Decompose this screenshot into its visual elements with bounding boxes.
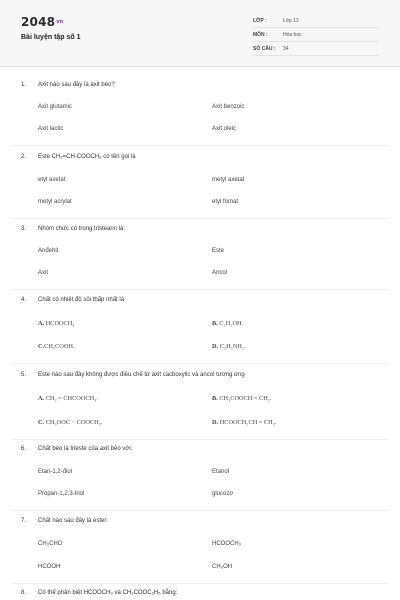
q1-option-c[interactable]: Axit lactic (38, 126, 64, 132)
q5-option-d[interactable]: D. HCOOCH₂CH = CH₂. (212, 419, 277, 426)
q7-option-a[interactable]: CH₃CHO (38, 541, 63, 547)
q2-option-a[interactable]: etyl axetat (38, 177, 66, 183)
q6-option-a[interactable]: Etan-1,2-điol (38, 469, 73, 475)
q5-option-c[interactable]: C. CH₃OOC − COOCH₃. (38, 419, 103, 426)
q1-option-d[interactable]: Axit oleic (212, 126, 237, 132)
q4-option-d[interactable]: D. C₂H₅NH₂. (212, 343, 246, 350)
question-4: 4. Chất có nhiệt độ sôi thấp nhất là (21, 297, 125, 303)
q3-option-d[interactable]: Ancol (212, 270, 228, 276)
meta-class: LỚP : Lớp 12 (253, 15, 379, 28)
question-8: 8. Có thể phân biệt HCOOCH₃ và CH₃COOC₂H₅ bằng: (21, 590, 178, 596)
q7-option-b[interactable]: HCOOCH₃ (212, 541, 242, 547)
q5-option-a[interactable]: A. CH₂ = CHCOOCH₃. (38, 395, 98, 402)
exam-title: Bài luyện tập số 1 (21, 34, 81, 41)
meta-question-count: SỐ CÂU : 34 (253, 43, 379, 56)
q3-option-c[interactable]: Axit (38, 270, 49, 276)
q2-option-b[interactable]: metyl axetat (212, 177, 245, 183)
question-5: 5. Este nào sau đây không được điều chế từ axit cacboxylic và ancol tương ứng (21, 372, 245, 378)
q7-option-c[interactable]: HCOOH (38, 564, 61, 570)
q5-option-b[interactable]: B. CH₃COOCH = CH₂. (212, 395, 272, 402)
q3-option-b[interactable]: Este (212, 248, 225, 254)
question-1: 1. Axit nào sau đây là axit béo? (21, 82, 115, 88)
divider (12, 145, 388, 146)
q2-option-d[interactable]: etyl fomat (212, 199, 239, 205)
q6-option-c[interactable]: Propan-1,2,3-triol (38, 491, 85, 497)
q4-option-a[interactable]: A. HCOOCH₃ (38, 320, 75, 327)
exam-header (0, 0, 400, 67)
q1-option-b[interactable]: Axit benzoic (212, 104, 245, 110)
question-6: 6. Chất béo là trieste của axit béo với: (21, 446, 133, 452)
q2-option-c[interactable]: metyl acrylat (38, 199, 72, 205)
question-2: 2. Este CH₂=CH-COOCH₃ có tên gọi là (21, 154, 136, 160)
q4-option-b[interactable]: B. C₂H₅OH. (212, 320, 244, 327)
q6-option-b[interactable]: Etanol (212, 469, 230, 475)
q3-option-a[interactable]: Anđehit (38, 248, 59, 254)
q4-option-c[interactable]: C.CH₃COOH. (38, 343, 75, 350)
q6-option-d[interactable]: glucozơ (212, 491, 234, 497)
q7-option-d[interactable]: CH₃OH (212, 564, 233, 570)
divider (12, 439, 388, 440)
divider (12, 218, 388, 219)
q1-option-a[interactable]: Axit glutamic (38, 104, 73, 110)
divider (12, 510, 388, 511)
question-7: 7. Chất nào sau đây là ester: (21, 518, 109, 524)
divider (12, 583, 388, 584)
question-3: 3. Nhóm chức có trong tristearin là: (21, 226, 126, 232)
meta-subject: MÔN : Hóa học (253, 29, 379, 42)
site-logo[interactable]: $2048^{vn}$ (21, 15, 64, 29)
divider (12, 363, 388, 364)
divider (12, 289, 388, 290)
